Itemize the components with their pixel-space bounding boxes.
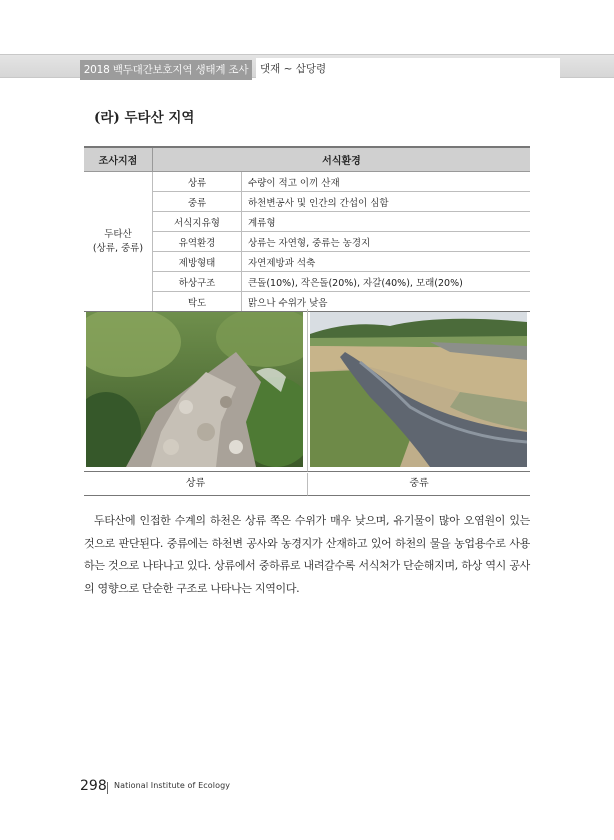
habitat-table xyxy=(84,146,530,312)
site-cell xyxy=(84,172,153,312)
section-name: 댓재 ~ 삽당령 xyxy=(256,58,560,80)
upstream-photo-cell xyxy=(84,309,308,472)
row-label: 하상구조 xyxy=(153,272,242,292)
midstream-photo-cell xyxy=(308,309,530,472)
row-label: 서식지유형 xyxy=(153,212,242,232)
row-value: 상류는 자연형, 중류는 농경지 xyxy=(242,232,531,252)
row-label: 중류 xyxy=(153,192,242,212)
row-value: 계류형 xyxy=(242,212,531,232)
midstream-stream-photo xyxy=(310,312,527,467)
body-paragraph: 두타산에 인접한 수계의 하천은 상류 쪽은 수위가 매우 낮으며, 유기물이 많아 오염원이 있는 것으로 판단된다. 중류에는 하천변 공사와 농경지가 산재하고 있어 하천의 물을 농업용수로 사용하는 것으로 나타나고 있다. 상류에서 중하류로 내려갈수록 서식처가 단순해지며, 하상 역시 공사의 영향으로 단순한 구조로 나타나는 지역이다. xyxy=(84,514,530,595)
upstream-caption: 상류 xyxy=(84,473,308,496)
row-value: 수량이 적고 이끼 산재 xyxy=(242,172,531,192)
page-number: 298 xyxy=(80,778,107,794)
row-value: 자연제방과 석축 xyxy=(242,252,531,272)
footer-organization: National Institute of Ecology xyxy=(114,781,231,790)
row-label: 유역환경 xyxy=(153,232,242,252)
table-header-row xyxy=(84,147,530,172)
site-sub: (상류, 중류) xyxy=(92,242,144,254)
footer-divider xyxy=(107,782,108,794)
midstream-caption: 중류 xyxy=(308,473,530,496)
row-label: 탁도 xyxy=(153,292,242,312)
site-name: 두타산 xyxy=(104,228,132,240)
column-header-habitat: 서식환경 xyxy=(153,147,531,172)
row-value: 큰돌(10%), 작은돌(20%), 자갈(40%), 모래(20%) xyxy=(242,272,531,292)
photo-panel xyxy=(84,309,530,497)
row-value: 맑으나 수위가 낮음 xyxy=(242,292,531,312)
row-label: 제방형태 xyxy=(153,252,242,272)
row-value: 하천변공사 및 인간의 간섭이 심함 xyxy=(242,192,531,212)
section-title: (라) 두타산 지역 xyxy=(94,110,195,126)
table-row xyxy=(84,172,530,192)
report-title-tab: 2018 백두대간보호지역 생태계 조사 xyxy=(80,60,252,80)
row-label: 상류 xyxy=(153,172,242,192)
column-header-site: 조사지점 xyxy=(84,147,153,172)
upstream-stream-photo xyxy=(86,312,303,467)
